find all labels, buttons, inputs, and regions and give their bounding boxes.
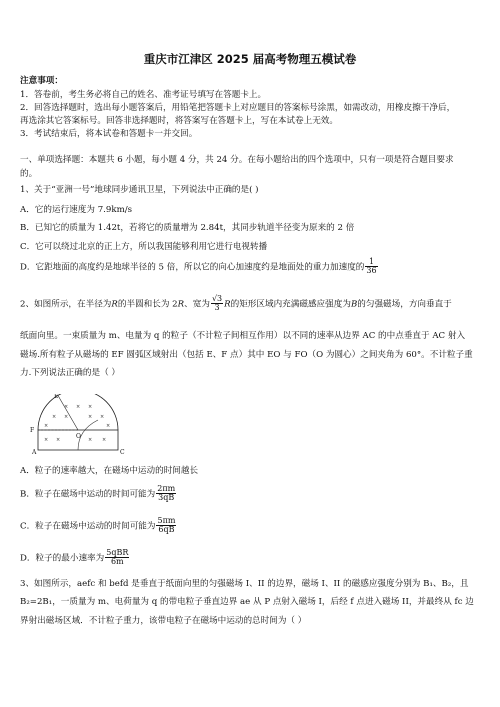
q2-text: 的匀强磁场，方向垂直于 bbox=[357, 299, 452, 310]
q2-option-b-text: B．粒子在磁场中运动的时间可能为 bbox=[20, 489, 156, 500]
svg-text:×: × bbox=[56, 437, 61, 443]
q2-option-a: A．粒子的速率越大，在磁场中运动的时间越长 bbox=[20, 466, 199, 476]
q2-text: 、宽为 bbox=[184, 299, 210, 310]
svg-text:×: × bbox=[88, 437, 93, 443]
q3-stem-line-1: 3、如图所示，aefc 和 befd 是垂直于纸面向里的匀强磁场 I、II 的边界，磁场 I、II 的磁感应强度分别为 B₁、B₂，且 bbox=[20, 579, 469, 589]
q2-option-c bbox=[20, 517, 482, 535]
svg-text:×: × bbox=[44, 437, 49, 443]
q2-text: 的半圆和长为 2 bbox=[117, 299, 178, 310]
svg-text:×: × bbox=[88, 414, 93, 420]
q1-option-c: C．它可以绕过北京的正上方，所以我国能够利用它进行电视转播 bbox=[20, 242, 268, 252]
q2-option-d bbox=[20, 549, 482, 567]
q1-option-d-fraction bbox=[365, 258, 377, 276]
svg-text:×: × bbox=[64, 404, 69, 410]
q2-stem-line-1 bbox=[20, 295, 482, 313]
figure-radius-eo bbox=[58, 396, 81, 431]
notice-item-1: 1．答卷前，考生务必将自己的姓名、准考证号填写在答题卡上。 bbox=[20, 90, 267, 100]
svg-text:×: × bbox=[106, 423, 111, 429]
q3-stem-line-2: B₂=2B₁，一质量为 m、电荷量为 q 的带电粒子垂直边界 ae 从 P 点射入磁场 I，后经 f 点进入磁场 II，并最终从 fc 边 bbox=[20, 597, 474, 607]
fraction-numerator: 5πm bbox=[157, 516, 176, 525]
q2-stem-line-2: 纸面向里。一束质量为 m、电量为 q 的粒子（不计粒子间相互作用）以不同的速率从边界 AC 的中点垂直于 AC 射入 bbox=[20, 331, 466, 341]
label-a: A bbox=[32, 449, 37, 456]
q2-option-b bbox=[20, 485, 482, 503]
var-r: R bbox=[224, 299, 231, 310]
label-o: O bbox=[76, 433, 81, 440]
q2-width-fraction bbox=[211, 295, 223, 313]
svg-text:×: × bbox=[44, 423, 49, 429]
fraction-numerator: 2πm bbox=[157, 484, 176, 493]
svg-text:×: × bbox=[76, 404, 81, 410]
notice-item-2-cont: 再选涂其它答案标号。回答非选择题时，将答案写在答题卡上，写在本试卷上无效。 bbox=[20, 116, 338, 126]
label-f: F bbox=[30, 427, 35, 434]
q2-option-b-fraction bbox=[156, 485, 176, 503]
q1-option-d-text: D．它距地面的高度约是地球半径的 5 倍，所以它的向心加速度约是地面处的重力加速度的 bbox=[20, 262, 365, 273]
svg-text:×: × bbox=[52, 414, 57, 420]
svg-text:×: × bbox=[88, 404, 93, 410]
section-heading: 一、单项选择题：本题共 6 小题，每小题 4 分，共 24 分。在每小题给出的四个选项中，只有一项是符合题目要求 bbox=[20, 155, 454, 165]
label-e: E bbox=[54, 394, 59, 400]
q2-stem-line-4: 力.下列说法正确的是（ ） bbox=[20, 368, 120, 378]
q2-option-c-text: C．粒子在磁场中运动的时间可能为 bbox=[20, 521, 156, 532]
q1-stem: 1、关于“亚洲一号”地球同步通讯卫星，下列说法中正确的是( ) bbox=[20, 185, 259, 195]
q2-text: 的矩形区域内充满磁感应强度为 bbox=[230, 299, 351, 310]
figure-particle-path bbox=[78, 420, 98, 450]
fraction-numerator: √3 bbox=[211, 294, 223, 303]
q2-stem-line-3: 磁场.所有粒子从磁场的 EF 圆弧区域射出（包括 E、F 点）其中 EO 与 FO（O 为圆心）之间夹角为 60°。不计粒子重 bbox=[20, 350, 473, 360]
svg-text:×: × bbox=[100, 414, 105, 420]
notice-item-3: 3．考试结束后，将本试卷和答题卡一并交回。 bbox=[20, 129, 198, 139]
fraction-denominator: 3qB bbox=[158, 493, 175, 503]
q2-option-d-text: D．粒子的最小速率为 bbox=[20, 553, 105, 564]
fraction-denominator: 6m bbox=[110, 557, 124, 567]
fraction-numerator: 1 bbox=[365, 258, 377, 267]
fraction-denominator: 6qB bbox=[158, 525, 175, 535]
section-heading-cont: 的。 bbox=[20, 169, 38, 179]
var-b: B bbox=[350, 299, 358, 310]
q2-option-d-fraction bbox=[105, 549, 129, 567]
q2-magnetic-field-figure bbox=[24, 394, 134, 456]
q2-option-c-fraction bbox=[156, 517, 176, 535]
q1-option-b: B．已知它的质量为 1.42t，若将它的质量增为 2.84t，其同步轨道半径变为原来的 2 倍 bbox=[20, 223, 355, 233]
var-r: R bbox=[177, 299, 185, 310]
var-r: R bbox=[111, 299, 118, 310]
svg-text:×: × bbox=[102, 437, 107, 443]
svg-text:×: × bbox=[64, 414, 69, 420]
q1-option-d bbox=[20, 258, 482, 276]
page-title: 重庆市江津区 2025 届高考物理五模试卷 bbox=[143, 52, 357, 66]
q2-text: 2、如图所示，在半径为 bbox=[20, 299, 112, 310]
q3-stem-line-3: 界射出磁场区域．不计粒子重力，该带电粒子在磁场中运动的总时间为（ ） bbox=[20, 616, 307, 626]
q1-option-a: A．它的运行速度为 7.9km/s bbox=[20, 205, 133, 215]
fraction-denominator: 3 bbox=[214, 303, 220, 313]
notice-heading: 注意事项： bbox=[20, 76, 63, 86]
fraction-numerator: 5qBR bbox=[106, 548, 129, 557]
fraction-denominator: 36 bbox=[366, 266, 377, 276]
notice-item-2: 2．回答选择题时，选出每小题答案后，用铅笔把答题卡上对应题目的答案标号涂黑，如需改动，用橡皮擦干净后， bbox=[20, 103, 456, 113]
label-c: C bbox=[120, 449, 125, 456]
